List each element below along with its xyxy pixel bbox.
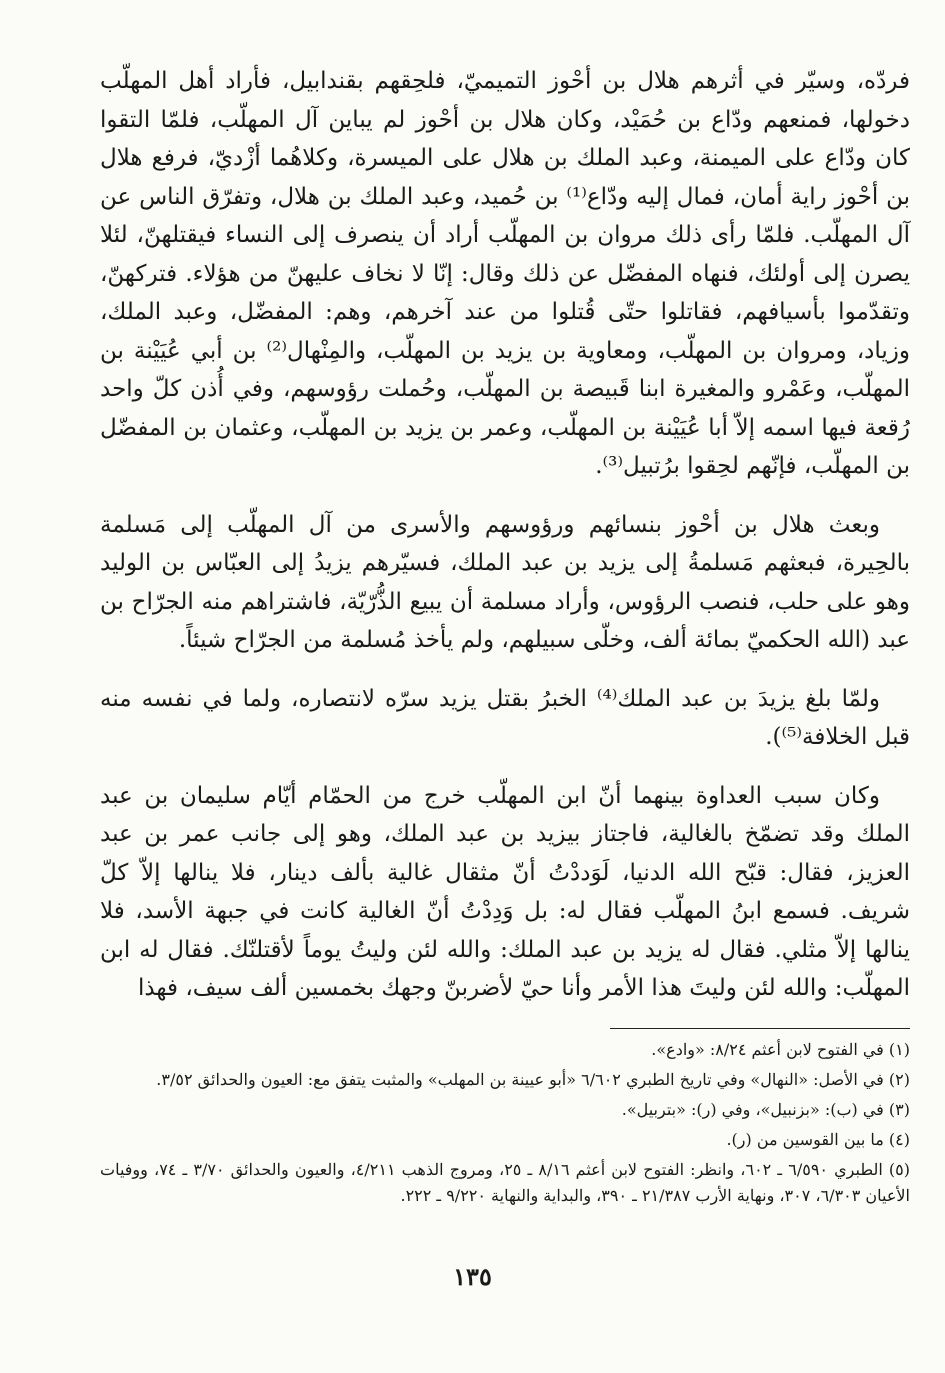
page-content: [100, 62, 910, 1213]
body-paragraph-4: وكان سبب العداوة بينهما أنّ ابن المهلّب خرج من الحمّام أيّام سليمان بن عبد الملك وقد تضمّخ بالغالية، فاجتاز بيزيد بن عبد الملك، وهو إلى جانب عمر بن عبد العزيز، فقال: قبّح الله الدنيا، لَوَددْتُ أنّ مثقال غالية بألف دينار، فلا ينالها إلاّ كلّ شريف. فسمع ابنُ المهلّب فقال له: بل وَدِدْتُ أنّ الغالية كانت في جبهة الأسد، فلا ينالها إلاّ مثلي. فقال له يزيد بن عبد الملك: والله لئن وليتُ يوماً لأقتلنّك. فقال له ابن المهلّب: والله لئن وليتَ هذا الأمر وأنا حيّ لأضربنّ وجهك بخمسين ألف سيف، فهذا: [100, 782, 910, 1001]
footnote-1: (١) في الفتوح لابن أعثم ٨/٢٤: «وادع».: [651, 1039, 910, 1059]
body-paragraph-3: ولمّا بلغ يزيدَ بن عبد الملك⁽⁴⁾ الخبرُ بقتل يزيد سرّه لانتصاره، ولما في نفسه منه قبل الخلافة⁽⁵⁾).: [100, 685, 910, 750]
footnotes: [100, 1037, 910, 1209]
body-paragraph-2: وبعث هلال بن أحْوز بنسائهم ورؤوسهم والأسرى من آل المهلّب إلى مَسلمة بالحِيرة، فبعثهم مَسلمةُ إلى يزيد بن عبد الملك، فسيّرهم يزيدُ إلى العبّاس بن الوليد وهو على حلب، فنصب الرؤوس، وأراد مسلمة أن يبيع الذُّرّيّة، فاشتراهم منه الجرّاح بن عبد (الله الحكميّ بمائة ألف، وخلّى سبيلهم، ولم يأخذ مُسلمة من الجرّاح شيئاً.: [100, 511, 910, 653]
footnote-2: (٢) في الأصل: «النهال» وفي تاريخ الطبري ٦/٦٠٢ «أبو عيينة بن المهلب» والمثبت يتفق مع: العيون والحدائق ٣/٥٢.: [156, 1069, 910, 1089]
footnote-divider: [610, 1028, 910, 1029]
footnote-4: (٤) ما بين القوسين من (ر).: [726, 1129, 910, 1149]
footnote-3: (٣) في (ب): «بزنبيل»، وفي (ر): «بتربيل».: [621, 1099, 910, 1119]
footnote-5: (٥) الطبري ٦/٥٩٠ ـ ٦٠٢، وانظر: الفتوح لابن أعثم ٨/١٦ ـ ٢٥، ومروج الذهب ٤/٢١١، والعيون والحدائق ٣/٧٠ ـ ٧٤، ووفيات الأعيان ٦/٣٠٣، ٣٠٧، ونهاية الأرب ٢١/٣٨٧ ـ ٣٩٠، والبداية والنهاية ٩/٢٢٠ ـ ٢٢٢.: [100, 1159, 911, 1205]
body-paragraph-1: فردّه، وسيّر في أثرهم هلال بن أحْوز التميميّ، فلحِقهم بقندابيل، فأراد أهل المهلّب دخولها، فمنعهم ودّاع بن حُمَيْد، وكان هلال بن أحْوز لم يباين آل المهلّب، فلمّا التقوا كان ودّاع على الميمنة، وعبد الملك بن هلال على الميسرة، وكلاهُما أزْديّ، فرفع هلال بن أحْوز راية أمان، فمال إليه ودّاع⁽¹⁾ بن حُميد، وعبد الملك بن هلال، وتفرّق الناس عن آل المهلّب. فلمّا رأى ذلك مروان بن المهلّب أراد أن ينصرف إلى النساء فيقتلهنّ، لئلا يصرن إلى أولئك، فنهاه المفضّل عن ذلك وقال: إنّا لا نخاف عليهنّ من هؤلاء. فتركهنّ، وتقدّموا بأسيافهم، فقاتلوا حتّى قُتلوا من عند آخرهم، وهم: المفضّل، وعبد الملك، وزياد، ومروان بن المهلّب، ومعاوية بن يزيد بن المهلّب، والمِنْهال⁽²⁾ بن أبي عُيَيْنة بن المهلّب، وعَمْرو والمغيرة ابنا قَبيصة بن المهلّب، وحُملت رؤوسهم، وفي أُذن كلّ واحد رُقعة فيها اسمه إلاّ أبا عُيَيْنة بن المهلّب، وعمر بن يزيد بن المهلّب، وعثمان بن المفضّل بن المهلّب، فإنّهم لحِقوا برُتبيل⁽³⁾.: [100, 68, 910, 479]
page-number: ١٣٥: [453, 1262, 492, 1291]
